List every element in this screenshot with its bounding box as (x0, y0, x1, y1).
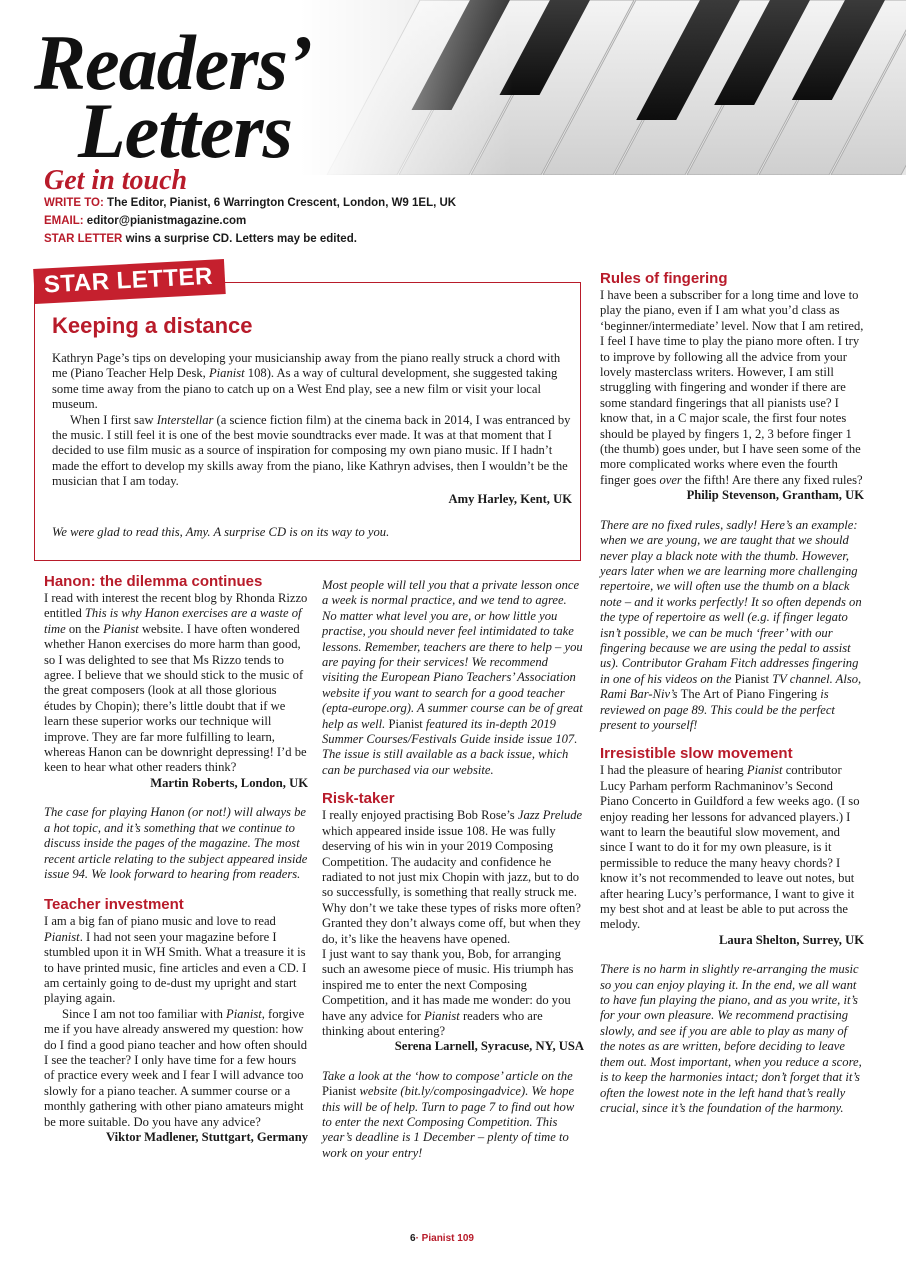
risk-signature: Serena Larnell, Syracuse, NY, USA (394, 1039, 584, 1054)
write-to-line (44, 197, 456, 209)
email-address: editor@pianistmagazine.com (83, 215, 247, 227)
fingering-signature: Philip Stevenson, Grantham, UK (686, 488, 864, 503)
star-letter-heading: Keeping a distance (52, 313, 253, 338)
hanon-reply: The case for playing Hanon (or not!) will always be a hot topic, and it’s something that we continue to discuss inside the pages of the magazine. The most recent article relating to the subject appeared inside issue 94. We look forward to hearing from readers. (44, 805, 308, 881)
star-letter-signature: Amy Harley, Kent, UK (448, 491, 572, 506)
slow-heading: Irresistible slow movement (600, 745, 793, 763)
column-left (44, 573, 308, 1145)
teacher-paragraph-1: I am a big fan of piano music and love to read Pianist. I had not seen your magazine before I stumbled upon it in WH Smith. What a treasure it is to have printed music, fine articles and even a CD. I am certainly going to de-dust my upright and start playing again. (44, 914, 307, 1006)
issue-label: Pianist 109 (418, 1233, 474, 1244)
hanon-heading: Hanon: the dilemma continues (44, 573, 263, 590)
column-right (600, 270, 864, 1116)
risk-heading: Risk-taker (322, 790, 395, 808)
slow-reply: There is no harm in slightly re-arranging the music so you can enjoy playing it. In the end, we all want to have fun playing the piano, and as you write, it’s for your own pleasure. We recommend practising slowly, and see if you are able to play as many of the notes as are written, before deciding to leave them out. Most important, when you reduce a score, is to keep the harmonies intact; don’t forget that it’s often the lowest note in the left hand that’s really crucial, since it’s the foundation of the harmony. (600, 962, 862, 1115)
star-letter-tab: STAR LETTER (33, 259, 226, 304)
risk-reply: Take a look at the ‘how to compose’ article on the Pianist website (bit.ly/composingadvice). We hope this will be of help. Turn to page 7 to find out how to enter the next Composing Competition. This year’s deadline is 1 December – plenty of time to work on your entry! (322, 1068, 575, 1160)
star-letter-paragraph-1: Kathryn Page’s tips on developing your musicianship away from the piano really struck a chord with me (Piano Teacher Help Desk, Pianist 108). As a way of cultural development, she suggested taking some time away from the piano to catch up on a West End play, see a new film or visit your local museum. (52, 351, 561, 412)
fingering-reply: There are no fixed rules, sadly! Here’s an example: when we are young, we are taught that we should never play a black note with the thumb. However, years later when we are learning more challenging repertoire, we will often use the thumb on a black note – and it works perfectly! It so often depends on the type of repertoire as well (e.g. if finger legato isn’t possible, we can be much ‘freer’ with our fingering because we are using the pedal to assist us). Contributor Graham Fitch addresses fingering in one of his videos on the Pianist TV channel. Also, Rami Bar-Niv’s The Art of Piano Fingering is reviewed on page 89. This could be the perfect present to yourself! (600, 517, 862, 732)
title-line-2: Letters (78, 87, 292, 174)
column-middle (322, 578, 584, 1161)
teacher-reply: Most people will tell you that a private lesson once a week is normal practice, and we tend to agree. No matter what level you are, or how little you practise, you should never feel intimidated to take lessons. Remember, teachers are there to help – you are paying for their services! We recommend visiting the European Piano Teachers’ Association website if you want to search for a good teacher (epta-europe.org). A summer course can be of great help as well. Pianist featured its in-depth 2019 Summer Courses/Festivals Guide inside issue 107. The issue is still available as a back issue, which can be purchased via our website. (322, 578, 583, 777)
write-to-address: The Editor, Pianist, 6 Warrington Crescent, London, W9 1EL, UK (103, 197, 457, 209)
slow-letter: I had the pleasure of hearing Pianist contributor Lucy Parham perform Rachmaninov’s Second Piano Concerto in Guildford a few weeks ago. (I so enjoy reading her lessons for advanced players.) I want to learn the beautiful slow movement, and since I want to do it for my own pleasure, is it permissible to reduce the many heavy chords? I know it’s not recommended to leave out notes, but after hearing Lucy’s performance, I want to give it my best shot and at least be able to put across the melody. (600, 763, 860, 932)
write-to-label: WRITE TO: (44, 197, 104, 209)
title-line-1: Readers’ (34, 19, 312, 106)
piano-keys-image (300, 0, 906, 175)
star-letter-label: STAR LETTER (44, 233, 123, 245)
star-letter-paragraph-2: When I first saw Interstellar (a science fiction film) at the cinema back in 2014, I was entranced by the music. I still feel it is one of the best movie soundtracks ever made. It was at that moment that I decided to use film music as a source of inspiration for composing my own piano music. If I hadn’t made the effort to develop my skills away from the piano, like Kathryn advises, then I wouldn’t be the musician that I am today. (52, 412, 571, 489)
hanon-signature: Martin Roberts, London, UK (150, 775, 308, 790)
risk-paragraph-1: I really enjoyed practising Bob Rose’s Jazz Prelude which appeared inside issue 108. He was fully deserving of his win in your 2019 Composing Competition. The audacity and confidence he radiated to not just mix Chopin with jazz, but to do so successfully, is something that really struck me. Why don’t we take these types of risks more often? Granted they don’t always come off, but when they do, it’s like the heavens have opened. (322, 808, 583, 946)
star-letter-note (44, 233, 357, 245)
page-number: 6 (410, 1233, 416, 1244)
fingering-heading: Rules of fingering (600, 270, 728, 287)
email-label: EMAIL: (44, 215, 84, 227)
footer-separator: · (415, 1233, 419, 1244)
fingering-letter: I have been a subscriber for a long time and love to play the piano, even if I am what you’d class as ‘beginner/intermediate’ level. Now that I am retired, I feel I have time to play the piano more often. I try to improve by following all the advice from your lovely masterclass writers. However, I am still struggling with fingering and wonder if there are some standard fingerings that all pianists use? I know that, in a C major scale, the first four notes should be played by fingers 1, 2, 3 before finger 1 (the thumb) goes under, but I have seen some of the more complicated works where even the fourth finger goes over the fifth! Are there any fixed rules? (600, 288, 864, 487)
email-line (44, 215, 246, 227)
hanon-letter: I read with interest the recent blog by Rhonda Rizzo entitled This is why Hanon exercises are a waste of time on the Pianist website. I have often wondered whether Hanon exercises do more harm than good, so I was delighted to see that Ms Rizzo tends to agree. I believe that we should stick to the music of the great composers (look at all those glorious études by Chopin); there’s little doubt that if we learn these superior works our technique will improve. They are far more fulfilling to learn, whereas Hanon can be downright depressing! I’d be keen to hear what other readers think? (44, 591, 308, 775)
get-in-touch-heading: Get in touch (44, 165, 188, 196)
teacher-heading: Teacher investment (44, 896, 184, 914)
star-letter-body (52, 351, 572, 540)
risk-paragraph-2: I just want to say thank you, Bob, for arranging such an awesome piece of music. His triumph has inspired me to enter the next Composing Competition, and it has made me wonder: do you have any advice for Pianist readers who are thinking about entering? (322, 946, 574, 1038)
teacher-paragraph-2: Since I am not too familiar with Pianist, forgive me if you have already answered my question: how do I find a good piano teacher and how often should I see the teacher? I only have time for a few hours of practice every week and I fear I will advance too slowly for a piano teacher. A summer course or a monthly gathering with other piano amateurs might be more suitable. Do you have any advice? (44, 1006, 307, 1129)
star-letter-reply: We were glad to read this, Amy. A surprise CD is on its way to you. (52, 525, 390, 540)
star-letter-note-text: wins a surprise CD. Letters may be edited. (122, 233, 357, 245)
teacher-signature: Viktor Madlener, Stuttgart, Germany (105, 1130, 308, 1144)
page-footer (410, 1233, 474, 1244)
slow-signature: Laura Shelton, Surrey, UK (719, 932, 864, 947)
